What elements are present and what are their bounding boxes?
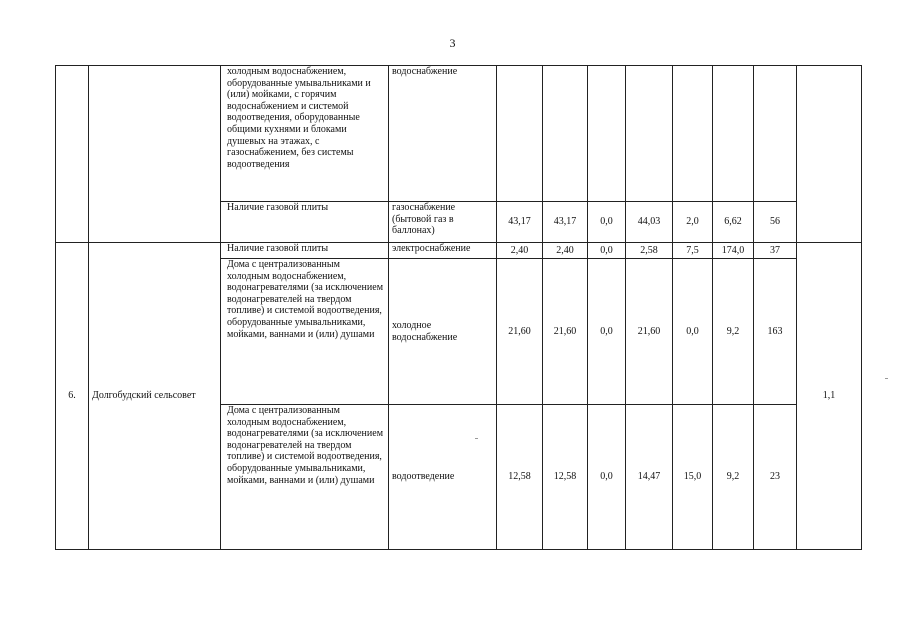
value-cell: 9,2 xyxy=(713,405,754,550)
value-cell xyxy=(713,66,754,202)
value-cell: 21,60 xyxy=(626,259,673,405)
scan-speck xyxy=(885,378,888,379)
value-cell: 21,60 xyxy=(497,259,543,405)
value-cell: 23 xyxy=(754,405,797,550)
value-cell: 14,47 xyxy=(626,405,673,550)
table-row xyxy=(56,66,862,202)
value-cell xyxy=(626,66,673,202)
service-cell: водоотведение xyxy=(389,405,497,550)
value-cell: 6,62 xyxy=(713,202,754,243)
value-cell: 43,17 xyxy=(497,202,543,243)
coefficient-value: 1,1 xyxy=(797,243,862,550)
value-cell xyxy=(673,66,713,202)
value-cell: 12,58 xyxy=(543,405,588,550)
value-cell xyxy=(588,66,626,202)
value-cell: 0,0 xyxy=(588,202,626,243)
tariff-table xyxy=(55,65,862,550)
value-cell: 43,17 xyxy=(543,202,588,243)
row-number: 6. xyxy=(56,243,89,550)
value-cell xyxy=(497,66,543,202)
value-cell: 174,0 xyxy=(713,243,754,259)
number-cell xyxy=(56,66,89,243)
value-cell: 163 xyxy=(754,259,797,405)
value-cell xyxy=(754,66,797,202)
value-cell: 2,0 xyxy=(673,202,713,243)
description-cell: Дома с централизованным холодным водоснабжением, водонагревателями (за исключением водонагревателей на твердом топливе) и системой водоотведения, оборудованные умывальниками, мойками, ваннами и (или) душами xyxy=(221,405,389,550)
description-cell: холодным водоснабжением, оборудованные умывальниками и (или) мойками, с горячим водоснабжением и системой водоотведения, оборудованные общими кухнями и блоками душевых на этажах, с газоснабжением, без системы водоотведения xyxy=(221,66,389,202)
scan-speck xyxy=(475,438,478,439)
value-cell: 37 xyxy=(754,243,797,259)
value-cell: 2,58 xyxy=(626,243,673,259)
description-cell: Дома с централизованным холодным водоснабжением, водонагревателями (за исключением водонагревателей на твердом топливе) и системой водоотведения, оборудованные умывальниками, мойками, ваннами и (или) душами xyxy=(221,259,389,405)
value-cell: 2,40 xyxy=(497,243,543,259)
coefficient-cell xyxy=(797,66,862,243)
value-cell: 0,0 xyxy=(588,243,626,259)
value-cell: 0,0 xyxy=(673,259,713,405)
value-cell: 0,0 xyxy=(588,259,626,405)
municipality-name: Долгобудский сельсовет xyxy=(89,243,221,550)
value-cell: 2,40 xyxy=(543,243,588,259)
value-cell: 56 xyxy=(754,202,797,243)
description-cell: Наличие газовой плиты xyxy=(221,243,389,259)
service-cell: газоснабжение (бытовой газ в баллонах) xyxy=(389,202,497,243)
value-cell xyxy=(543,66,588,202)
value-cell: 15,0 xyxy=(673,405,713,550)
service-cell: водоснабжение xyxy=(389,66,497,202)
service-cell: холодное водоснабжение xyxy=(389,259,497,405)
municipality-cell xyxy=(89,66,221,243)
value-cell: 44,03 xyxy=(626,202,673,243)
value-cell: 12,58 xyxy=(497,405,543,550)
service-cell: электроснабжение xyxy=(389,243,497,259)
description-cell: Наличие газовой плиты xyxy=(221,202,389,243)
page-number: 3 xyxy=(449,36,456,50)
value-cell: 21,60 xyxy=(543,259,588,405)
table-row xyxy=(56,243,862,259)
value-cell: 7,5 xyxy=(673,243,713,259)
value-cell: 0,0 xyxy=(588,405,626,550)
value-cell: 9,2 xyxy=(713,259,754,405)
